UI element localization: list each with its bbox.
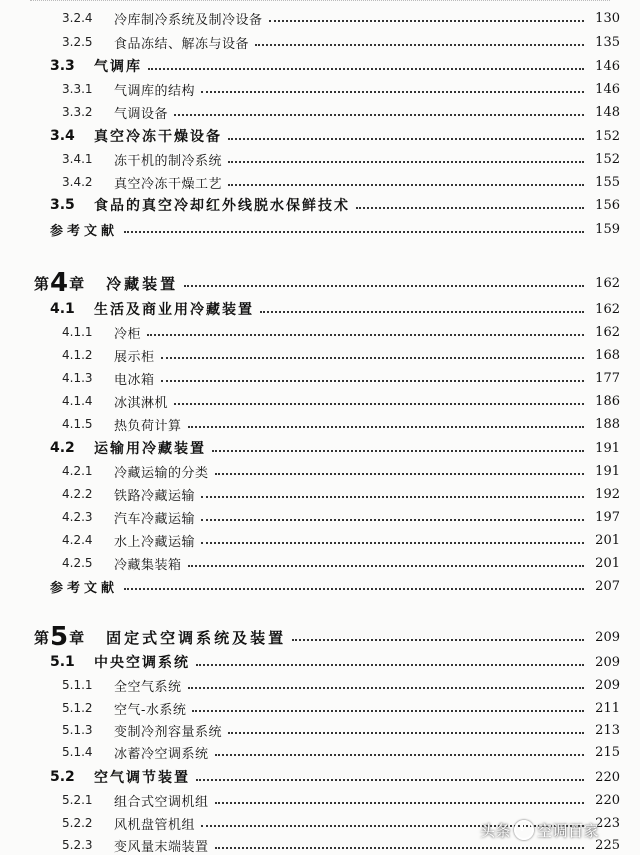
- entry-page-number: 201: [595, 532, 620, 548]
- dot-leader: [215, 754, 584, 756]
- dot-leader: [201, 91, 584, 93]
- entry-title: 铁路冷藏运输: [114, 488, 196, 504]
- entry-title: 气调库的结构: [114, 83, 196, 99]
- dot-leader: [292, 639, 584, 641]
- dot-leader: [201, 496, 584, 498]
- entry-title: 冰蓄冷空调系统: [114, 746, 209, 762]
- entry-page-number: 162: [595, 324, 620, 340]
- toc-entry-sub: [0, 31, 640, 53]
- entry-number: 5.2.1: [62, 793, 93, 807]
- entry-page-number: 225: [595, 837, 620, 853]
- entry-page-number: 220: [595, 792, 620, 808]
- entry-title: 固定式空调系统及装置: [106, 628, 287, 647]
- entry-title: 气调库: [94, 59, 142, 75]
- entry-title: 空气-水系统: [114, 702, 187, 718]
- entry-page-number: 207: [595, 578, 620, 594]
- dot-leader: [124, 231, 584, 233]
- entry-title: 变制冷剂容量系统: [114, 724, 223, 740]
- entry-number: 3.5: [50, 197, 75, 213]
- toc-entry-sub: [0, 7, 640, 29]
- toc-entry-sec: [0, 55, 640, 77]
- chapter-suffix: 章: [69, 629, 85, 647]
- entry-number: 4.2: [50, 440, 75, 456]
- toc-entry-sub: [0, 101, 640, 123]
- entry-number: 4.1.5: [62, 417, 93, 431]
- toc-entry-chap: [0, 622, 640, 652]
- dot-leader: [228, 732, 584, 734]
- entry-number: 4.2.3: [62, 510, 93, 524]
- toc-entry-sub: [0, 413, 640, 435]
- at-icon: [514, 820, 534, 840]
- entry-title: 汽车冷藏运输: [114, 511, 196, 527]
- entry-title: 展示柜: [114, 349, 155, 365]
- entry-page-number: 220: [595, 769, 620, 785]
- chapter-number: 4: [50, 268, 69, 298]
- entry-number: 4.2.1: [62, 464, 93, 478]
- dot-leader: [228, 184, 584, 186]
- entry-page-number: 192: [595, 486, 620, 502]
- toc-entry-sub: [0, 78, 640, 100]
- entry-title: 冻干机的制冷系统: [114, 153, 223, 169]
- toc-entry-sub: [0, 321, 640, 343]
- dot-leader: [356, 207, 584, 209]
- entry-title: 组合式空调机组: [114, 794, 209, 810]
- entry-page-number: 148: [595, 104, 620, 120]
- chapter-label: [34, 268, 85, 298]
- dot-leader: [124, 588, 584, 590]
- dot-leader: [161, 380, 584, 382]
- toc-entry-sub: [0, 552, 640, 574]
- entry-page-number: 209: [595, 629, 620, 645]
- entry-page-number: 213: [595, 722, 620, 738]
- chapter-number: 5: [50, 622, 69, 652]
- dot-leader: [269, 20, 584, 22]
- toc-entry-sec: [0, 298, 640, 320]
- entry-number: 3.4.2: [62, 175, 93, 189]
- entry-number: 5.1.1: [62, 678, 93, 692]
- dot-leader: [215, 473, 584, 475]
- entry-page-number: 191: [595, 463, 620, 479]
- entry-number: 3.4.1: [62, 152, 93, 166]
- entry-title: 电冰箱: [114, 372, 155, 388]
- toc-entry-sec: [0, 766, 640, 788]
- toc-entry-sub: [0, 344, 640, 366]
- entry-number: 5.1: [50, 654, 75, 670]
- toc-entry-sub: [0, 719, 640, 741]
- toc-entry-sub: [0, 529, 640, 551]
- entry-title: 冷库制冷系统及制冷设备: [114, 12, 263, 28]
- entry-title: 冷藏装置: [106, 274, 179, 293]
- entry-page-number: 146: [595, 58, 620, 74]
- entry-page-number: 130: [595, 10, 620, 26]
- entry-title: 气调设备: [114, 106, 169, 122]
- toc-entry-sub: [0, 506, 640, 528]
- watermark-prefix: 头条: [480, 821, 512, 840]
- entry-number: 5.2.3: [62, 838, 93, 852]
- dot-leader: [147, 334, 584, 336]
- dot-leader: [148, 68, 584, 70]
- toc-entry-ref: [0, 575, 640, 597]
- entry-page-number: 209: [595, 654, 620, 670]
- entry-page-number: 186: [595, 393, 620, 409]
- entry-number: 4.2.2: [62, 487, 93, 501]
- entry-page-number: 135: [595, 34, 620, 50]
- entry-page-number: 177: [595, 370, 620, 386]
- toc-entry-chap: [0, 268, 640, 298]
- entry-number: 4.1: [50, 301, 75, 317]
- entry-title: 食品冻结、解冻与设备: [114, 36, 250, 52]
- entry-title: 冷藏运输的分类: [114, 465, 209, 481]
- entry-page-number: 188: [595, 416, 620, 432]
- toc-entry-sub: [0, 171, 640, 193]
- entry-title: 水上冷藏运输: [114, 534, 196, 550]
- entry-number: 5.2.2: [62, 816, 93, 830]
- entry-page-number: 201: [595, 555, 620, 571]
- entry-title: 运输用冷藏装置: [94, 441, 206, 457]
- toc-entry-sub: [0, 483, 640, 505]
- toc-entry-sub: [0, 460, 640, 482]
- entry-number: 3.4: [50, 128, 75, 144]
- entry-number: 3.3: [50, 58, 75, 74]
- top-edge-divider: [30, 0, 610, 3]
- entry-number: 5.1.4: [62, 745, 93, 759]
- entry-page-number: 215: [595, 744, 620, 760]
- entry-title: 风机盘管机组: [114, 817, 196, 833]
- dot-leader: [201, 519, 584, 521]
- entry-number: 4.1.1: [62, 325, 93, 339]
- dot-leader: [161, 357, 584, 359]
- entry-page-number: 197: [595, 509, 620, 525]
- entry-number: 3.3.2: [62, 105, 93, 119]
- entry-title: 参考文献: [50, 580, 119, 596]
- dot-leader: [228, 138, 584, 140]
- entry-number: 3.3.1: [62, 82, 93, 96]
- entry-title: 食品的真空冷却红外线脱水保鲜技术: [94, 198, 350, 214]
- toc-entry-sub: [0, 367, 640, 389]
- entry-number: 3.2.5: [62, 35, 93, 49]
- dot-leader: [174, 403, 584, 405]
- dot-leader: [174, 114, 584, 116]
- toc-entry-sec: [0, 194, 640, 216]
- toc-entry-ref: [0, 218, 640, 240]
- dot-leader: [215, 847, 584, 849]
- entry-page-number: 152: [595, 151, 620, 167]
- entry-page-number: 211: [595, 700, 620, 716]
- toc-entry-sub: [0, 674, 640, 696]
- entry-title: 冷柜: [114, 326, 142, 342]
- dot-leader: [188, 426, 584, 428]
- entry-page-number: 159: [595, 221, 620, 237]
- toc-entry-sec: [0, 651, 640, 673]
- chapter-suffix: 章: [69, 275, 85, 293]
- dot-leader: [260, 311, 584, 313]
- chapter-prefix: 第: [34, 275, 50, 293]
- entry-title: 冰淇淋机: [114, 395, 169, 411]
- entry-title: 中央空调系统: [94, 655, 190, 671]
- toc-entry-sub: [0, 741, 640, 763]
- entry-page-number: 162: [595, 301, 620, 317]
- dot-leader: [212, 450, 584, 452]
- watermark: [480, 815, 599, 845]
- dot-leader: [188, 565, 584, 567]
- chapter-prefix: 第: [34, 629, 50, 647]
- entry-title: 生活及商业用冷藏装置: [94, 302, 254, 318]
- chapter-label: [34, 622, 85, 652]
- entry-title: 变风量末端装置: [114, 839, 209, 855]
- entry-number: 3.2.4: [62, 11, 93, 25]
- dot-leader: [228, 161, 584, 163]
- entry-number: 4.1.2: [62, 348, 93, 362]
- toc-entry-sub: [0, 697, 640, 719]
- entry-title: 参考文献: [50, 223, 119, 239]
- entry-page-number: 156: [595, 197, 620, 213]
- entry-page-number: 155: [595, 174, 620, 190]
- entry-page-number: 162: [595, 275, 620, 291]
- entry-title: 真空冷冻干燥设备: [94, 129, 222, 145]
- toc-entry-sec: [0, 437, 640, 459]
- entry-page-number: 152: [595, 128, 620, 144]
- entry-title: 全空气系统: [114, 679, 182, 695]
- entry-number: 4.1.4: [62, 394, 93, 408]
- dot-leader: [196, 779, 584, 781]
- entry-number: 4.1.3: [62, 371, 93, 385]
- dot-leader: [188, 687, 584, 689]
- toc-entry-sub: [0, 789, 640, 811]
- watermark-name: 空调百家: [537, 821, 600, 840]
- entry-number: 5.1.2: [62, 701, 93, 715]
- dot-leader: [201, 542, 584, 544]
- dot-leader: [215, 802, 584, 804]
- entry-title: 空气调节装置: [94, 770, 190, 786]
- entry-number: 5.1.3: [62, 723, 93, 737]
- entry-page-number: 191: [595, 440, 620, 456]
- dot-leader: [255, 44, 584, 46]
- entry-number: 5.2: [50, 769, 75, 785]
- entry-page-number: 209: [595, 677, 620, 693]
- entry-title: 热负荷计算: [114, 418, 182, 434]
- toc-entry-sec: [0, 125, 640, 147]
- dot-leader: [184, 285, 584, 287]
- entry-page-number: 223: [595, 815, 620, 831]
- entry-title: 真空冷冻干燥工艺: [114, 176, 223, 192]
- toc-entry-sub: [0, 390, 640, 412]
- entry-number: 4.2.5: [62, 556, 93, 570]
- entry-page-number: 146: [595, 81, 620, 97]
- entry-title: 冷藏集装箱: [114, 557, 182, 573]
- dot-leader: [196, 664, 584, 666]
- entry-number: 4.2.4: [62, 533, 93, 547]
- entry-page-number: 168: [595, 347, 620, 363]
- dot-leader: [192, 710, 584, 712]
- toc-entry-sub: [0, 148, 640, 170]
